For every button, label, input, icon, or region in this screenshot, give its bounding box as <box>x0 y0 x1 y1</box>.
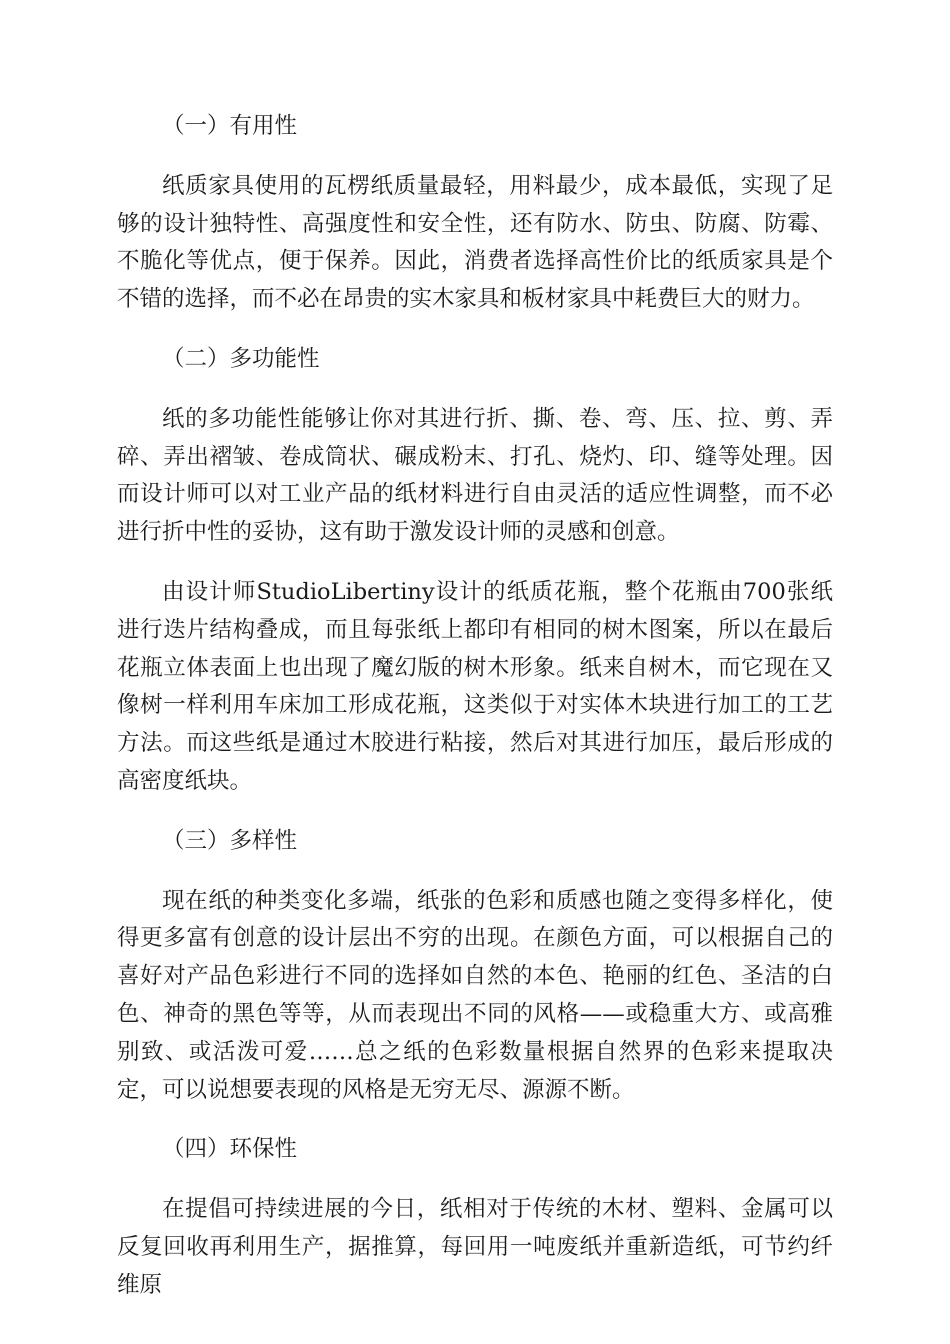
paragraph-diversity: 现在纸的种类变化多端，纸张的色彩和质感也随之变得多样化，使得更多富有创意的设计层出不穷的出现。在颜色方面，可以根据自己的喜好对产品色彩进行不同的选择如自然的本色、艳丽的红色、圣洁的白色、神奇的黑色等等，从而表现出不同的风格——或稳重大方、或高雅别致、或活泼可爱……总之纸的色彩数量根据自然界的色彩来提取决定，可以说想要表现的风格是无穷无尽、源源不断。 <box>117 887 833 1103</box>
section-heading-usefulness: （一）有用性 <box>162 113 298 139</box>
paragraph-multifunctionality-2: 由设计师StudioLibertiny设计的纸质花瓶，整个花瓶由700张纸进行迭片结构叠成，而且每张纸上都印有相同的树木图案，所以在最后花瓶立体表面上也出现了魔幻版的树木形象。纸来自树木，而它现在又像树一样利用车床加工形成花瓶，这类似于对实体木块进行加工的工艺方法。而这些纸是通过木胶进行粘接，然后对其进行加压，最后形成的高密度纸块。 <box>117 578 833 794</box>
section-heading-multifunctionality: （二）多功能性 <box>162 345 320 372</box>
paragraph-eco-friendliness: 在提倡可持续进展的今日，纸相对于传统的木材、塑料、金属可以反复回收再利用生产，据推算，每回用一吨废纸并重新造纸，可节约纤维原 <box>117 1196 833 1298</box>
document-body <box>117 108 833 1327</box>
section-heading-eco-friendliness: （四）环保性 <box>162 1136 298 1163</box>
paragraph-multifunctionality-1: 纸的多功能性能够让你对其进行折、撕、卷、弯、压、拉、剪、弄碎、弄出褶皱、卷成筒状、碾成粉末、打孔、烧灼、印、缝等处理。因而设计师可以对工业产品的纸材料进行自由灵活的适应性调整，而不必进行折中性的妥协，这有助于激发设计师的灵感和创意。 <box>117 405 833 546</box>
section-heading-diversity: （三）多样性 <box>162 827 298 854</box>
paragraph-usefulness: 纸质家具使用的瓦楞纸质量最轻，用料最少，成本最低，实现了足够的设计独特性、高强度性和安全性，还有防水、防虫、防腐、防霉、不脆化等优点，便于保养。因此，消费者选择高性价比的纸质家具是个不错的选择，而不必在昂贵的实木家具和板材家具中耗费巨大的财力。 <box>117 172 833 313</box>
